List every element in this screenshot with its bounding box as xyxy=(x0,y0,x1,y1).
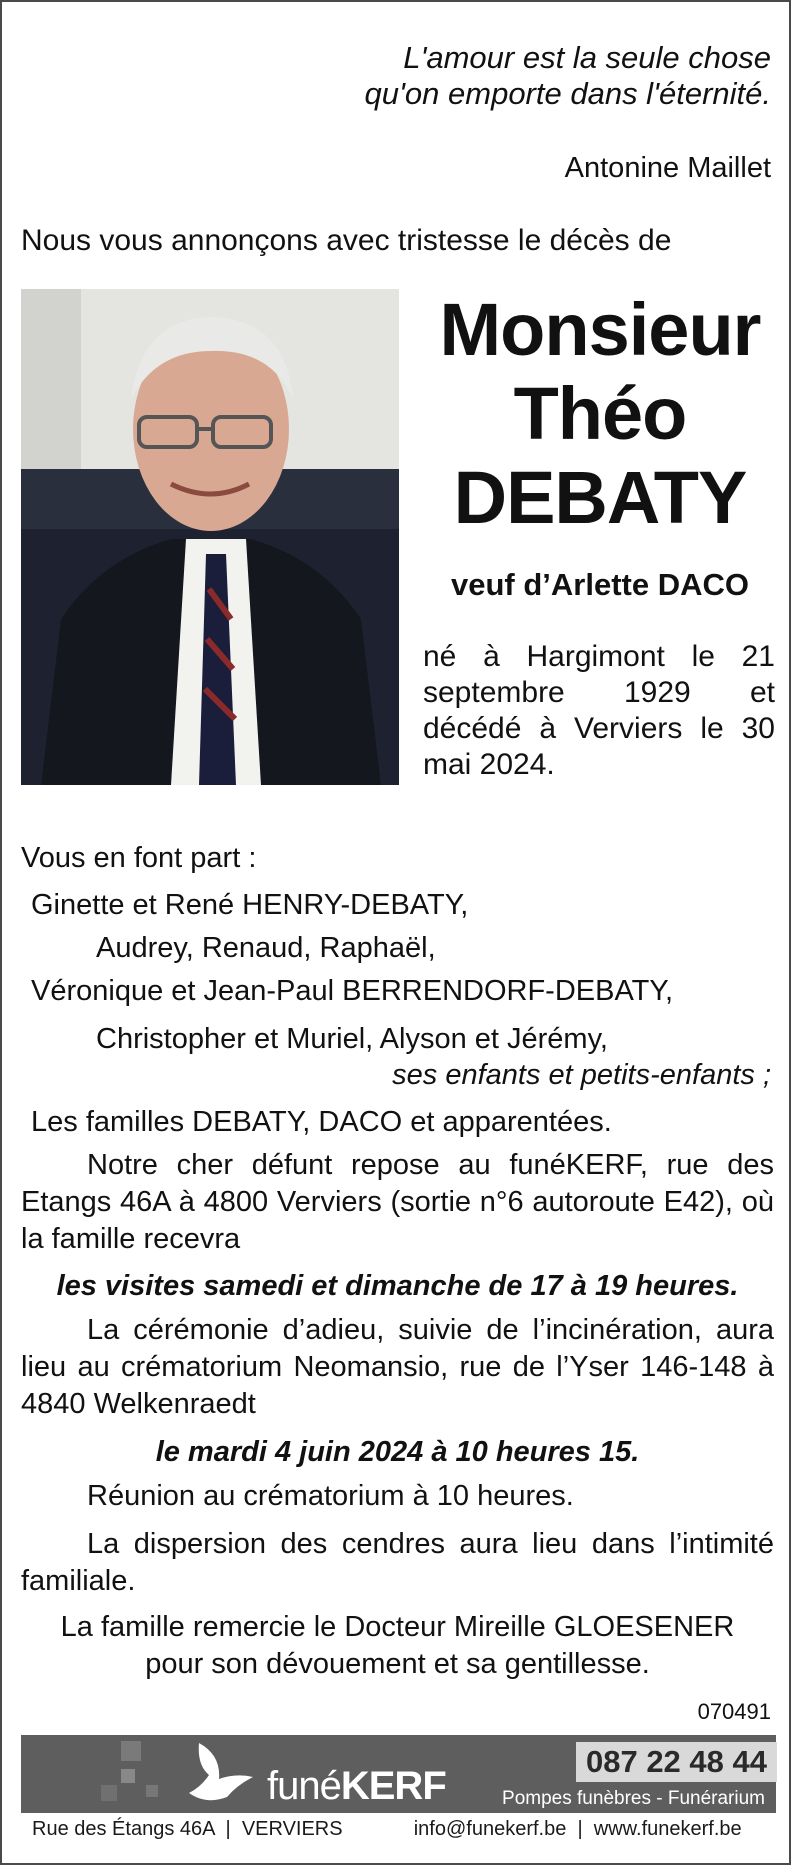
deceased-title: Monsieur xyxy=(439,288,761,371)
crematorium-meeting: Réunion au crématorium à 10 heures. xyxy=(87,1480,574,1512)
ceremony-details: La cérémonie d’adieu, suivie de l’incinération, aura lieu au crématorium Neomansio, rue de l’Yser 146-148 à 4840 Welkenraedt xyxy=(21,1314,774,1420)
footer-separator-1: | xyxy=(225,1818,231,1840)
visiting-hours: les visites samedi et dimanche de 17 à 19 heures. xyxy=(56,1270,739,1302)
deceased-first-name: Théo xyxy=(513,372,687,455)
funeral-home-services: Pompes funèbres - Funérarium xyxy=(502,1788,765,1809)
birth-death-dates: né à Hargimont le 21 septembre 1929 et décédé à Verviers le 30 mai 2024. xyxy=(423,640,775,781)
epigraph-quote xyxy=(171,40,771,112)
deceased-last-name: DEBATY xyxy=(453,456,747,539)
reference-number: 070491 xyxy=(697,1699,771,1724)
thanks-line-2: pour son dévouement et sa gentillesse. xyxy=(145,1648,650,1680)
thanks-line-1: La famille remercie le Docteur Mireille GLOESENER xyxy=(60,1611,735,1643)
spouse-line: veuf d’Arlette DACO xyxy=(451,567,749,602)
ceremony-date: le mardi 4 juin 2024 à 10 heures 15. xyxy=(155,1436,640,1468)
announcement-intro: Nous vous annonçons avec tristesse le décès de xyxy=(21,224,672,257)
footer-address: Rue des Étangs 46A xyxy=(32,1818,215,1840)
footer-city: VERVIERS xyxy=(241,1818,343,1840)
family-heading: Vous en font part : xyxy=(21,842,257,874)
footer-email[interactable]: info@funekerf.be xyxy=(413,1818,567,1840)
funeral-home-brand xyxy=(267,1764,446,1809)
footer-website[interactable]: www.funekerf.be xyxy=(593,1818,742,1840)
funeral-home-phone[interactable]: 087 22 48 44 xyxy=(576,1742,777,1782)
footer-address-line xyxy=(32,1818,742,1841)
quote-line-2: qu'on emporte dans l'éternité. xyxy=(364,76,771,111)
family-member-4: Christopher et Muriel, Alyson et Jérémy, xyxy=(96,1023,608,1055)
ashes-dispersal: La dispersion des cendres aura lieu dans l’intimité familiale. xyxy=(21,1528,774,1597)
family-relation: ses enfants et petits-enfants ; xyxy=(392,1059,771,1091)
portrait-photo xyxy=(21,289,399,785)
brand-prefix: funé xyxy=(267,1764,341,1808)
family-member-1: Ginette et René HENRY-DEBATY, xyxy=(31,889,469,921)
brand-suffix: KERF xyxy=(340,1764,446,1808)
quote-line-1: L'amour est la seule chose xyxy=(403,40,771,75)
quote-author: Antonine Maillet xyxy=(564,152,771,184)
extended-families: Les familles DEBATY, DACO et apparentées. xyxy=(31,1106,612,1138)
family-member-2: Audrey, Renaud, Raphaël, xyxy=(96,932,436,964)
deceased-name xyxy=(420,288,780,540)
footer-separator-2: | xyxy=(577,1818,583,1840)
family-member-3: Véronique et Jean-Paul BERRENDORF-DEBATY, xyxy=(31,975,674,1007)
rest-location: Notre cher défunt repose au funéKERF, rue des Etangs 46A à 4800 Verviers (sortie n°6 autoroute E42), où la famille recevra xyxy=(21,1149,774,1255)
